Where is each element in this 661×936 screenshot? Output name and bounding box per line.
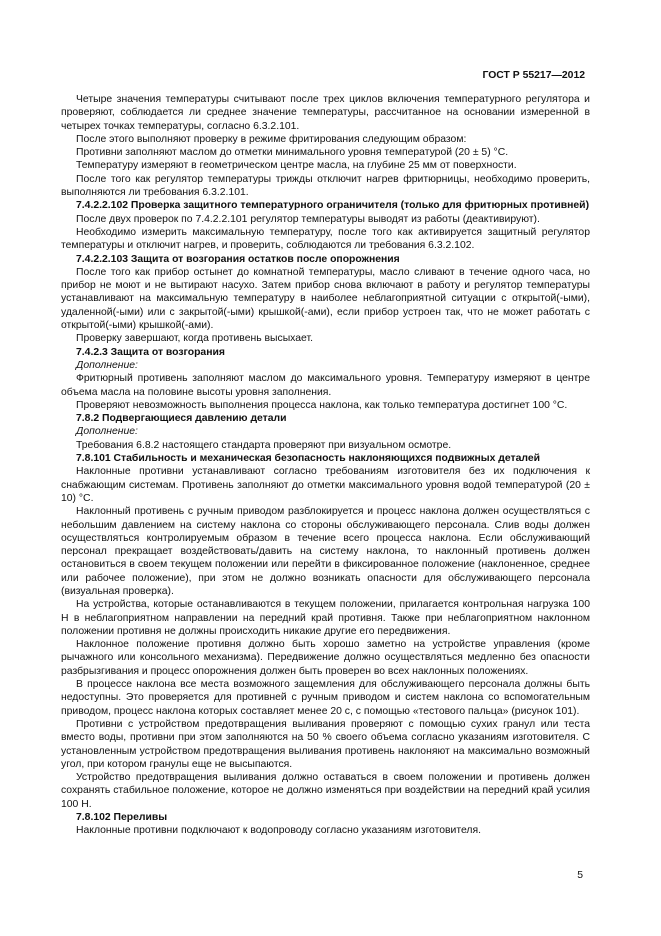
section-heading: 7.4.2.2.103 Защита от возгорания остатков после опорожнения [76, 253, 400, 265]
body-paragraph: Четыре значения температуры считывают после трех циклов включения температурного регулятора и проверяют, соблюдается ли среднее значение температуры, рассчитанное на основании измеренной в четырех точках температуры, согласно 6.3.2.101. [61, 94, 590, 132]
body-paragraph: Необходимо измерить максимальную температуру, после того как активируется защитный регулятор температуры и отключит нагрев, и проверить, соблюдаются ли требования 6.3.2.102. [61, 226, 590, 252]
body-paragraph: Наклонный противень с ручным приводом разблокируется и процесс наклона должен осуществляться с небольшим давлением на систему наклона со стороны обслуживающего персонала. Слив воды должен осуществляться контролируемым образом в течение всего процесса наклона. Если обслуживающий персонал прекращает воздействовать/давить на систему наклона, то наклонный противень должен остановиться в своем текущем положении или перейти в фиксированное положение (наклоненное, среднее или рабочее положение), при этом не должно возникать опасности для обслуживающего персонала (визуальная проверка). [61, 506, 590, 597]
section-heading: 7.8.101 Стабильность и механическая безопасность наклоняющихся подвижных деталей [76, 453, 541, 465]
body-paragraph: Наклонное положение противня должно быть хорошо заметно на устройстве управления (кроме рычажного или консольного механизма). Передвижение должно осуществляться медленно без опасности разбрызгивания и процесс опорожнения должен быть проверен во всех наклонных положениях. [61, 639, 590, 677]
body-paragraph: После двух проверок по 7.4.2.2.101 регулятор температуры выводят из работы (деактивируют). [76, 213, 540, 225]
body-paragraph: Температуру измеряют в геометрическом центре масла, на глубине 25 мм от поверхности. [76, 160, 517, 172]
body-paragraph: На устройства, которые останавливаются в текущем положении, прилагается контрольная нагрузка 100 Н в неблагоприятном направлении на передний край противня. Также при неблагоприятном наклонном положении противня не должны происходить никакие другие его передвижения. [61, 599, 590, 637]
document-header: ГОСТ Р 55217—2012 [482, 70, 585, 81]
section-heading: 7.8.102 Переливы [76, 812, 168, 824]
body-paragraph: Противни заполняют маслом до отметки минимального уровня температурой (20 ± 5) °С. [76, 147, 509, 159]
body-paragraph: Фритюрный противень заполняют маслом до максимального уровня. Температуру измеряют в центре объема масла на половине высоты уровня заполнения. [61, 373, 590, 398]
addendum-label: Дополнение: [76, 359, 138, 371]
body-paragraph: После того как прибор остынет до комнатной температуры, масло сливают в течение одного часа, но прибор не моют и не вытирают насухо. Затем прибор снова включают в работу и регулятор температуры устанавливают на максимальную температуру в наиболее неблагоприятной ситуации с открытой(-ыми), удаленной(-ыми) или с закрытой(-ыми) крышкой(-ами), если прибор устроен так, что не может работать с открытой(-ыми) крышкой(-ами). [61, 266, 590, 332]
body-paragraph: В процессе наклона все места возможного защемления для обслуживающего персонала должны быть недоступны. Это проверяется для противней с ручным приводом и систем наклона со вспомогательным приводом, процесс наклона которых составляет менее 20 с, с помощью «тестового пальца» (рисунок 101). [61, 679, 590, 717]
body-paragraph: Наклонные противни устанавливают согласно требованиям изготовителя без их подключения к снабжающим системам. Противень заполняют до отметки максимального уровня водой температурой (20 ± 10) °С. [61, 466, 590, 504]
page-number: 5 [577, 870, 583, 881]
body-paragraph: Противни с устройством предотвращения выливания проверяют с помощью сухих гранул или теста вместо воды, противни при этом заполняются на 50 % своего объема согласно указаниям изготовителя. С установленным устройством предотвращения выливания противень наклоняют на максимально возможный угол, при котором гранулы еще не высыпаются. [61, 718, 590, 770]
section-heading: 7.4.2.2.102 Проверка защитного температурного ограничителя (только для фритюрных противней) [76, 200, 590, 212]
body-paragraph: Проверку завершают, когда противень высыхает. [76, 333, 313, 345]
body-paragraph: Требования 6.8.2 настоящего стандарта проверяют при визуальном осмотре. [76, 439, 452, 451]
body-paragraph: После этого выполняют проверку в режиме фритирования следующим образом: [76, 133, 467, 145]
section-heading: 7.4.2.3 Защита от возгорания [76, 346, 225, 358]
body-paragraph: Устройство предотвращения выливания должно оставаться в своем положении и противень должен сохранять стабильное положение, которое не должно изменяться при воздействии на передний край усилия 100 Н. [61, 772, 590, 810]
body-paragraph: После того как регулятор температуры трижды отключит нагрев фритюрницы, необходимо проверить, выполняются ли требования 6.3.2.101. [61, 173, 590, 199]
addendum-label: Дополнение: [76, 426, 138, 438]
body-paragraph: Проверяют невозможность выполнения процесса наклона, как только температура достигнет 100 °С. [76, 399, 568, 411]
body-paragraph: Наклонные противни подключают к водопроводу согласно указаниям изготовителя. [76, 825, 481, 837]
section-heading: 7.8.2 Подвергающиеся давлению детали [76, 413, 287, 425]
document-body [61, 93, 590, 838]
